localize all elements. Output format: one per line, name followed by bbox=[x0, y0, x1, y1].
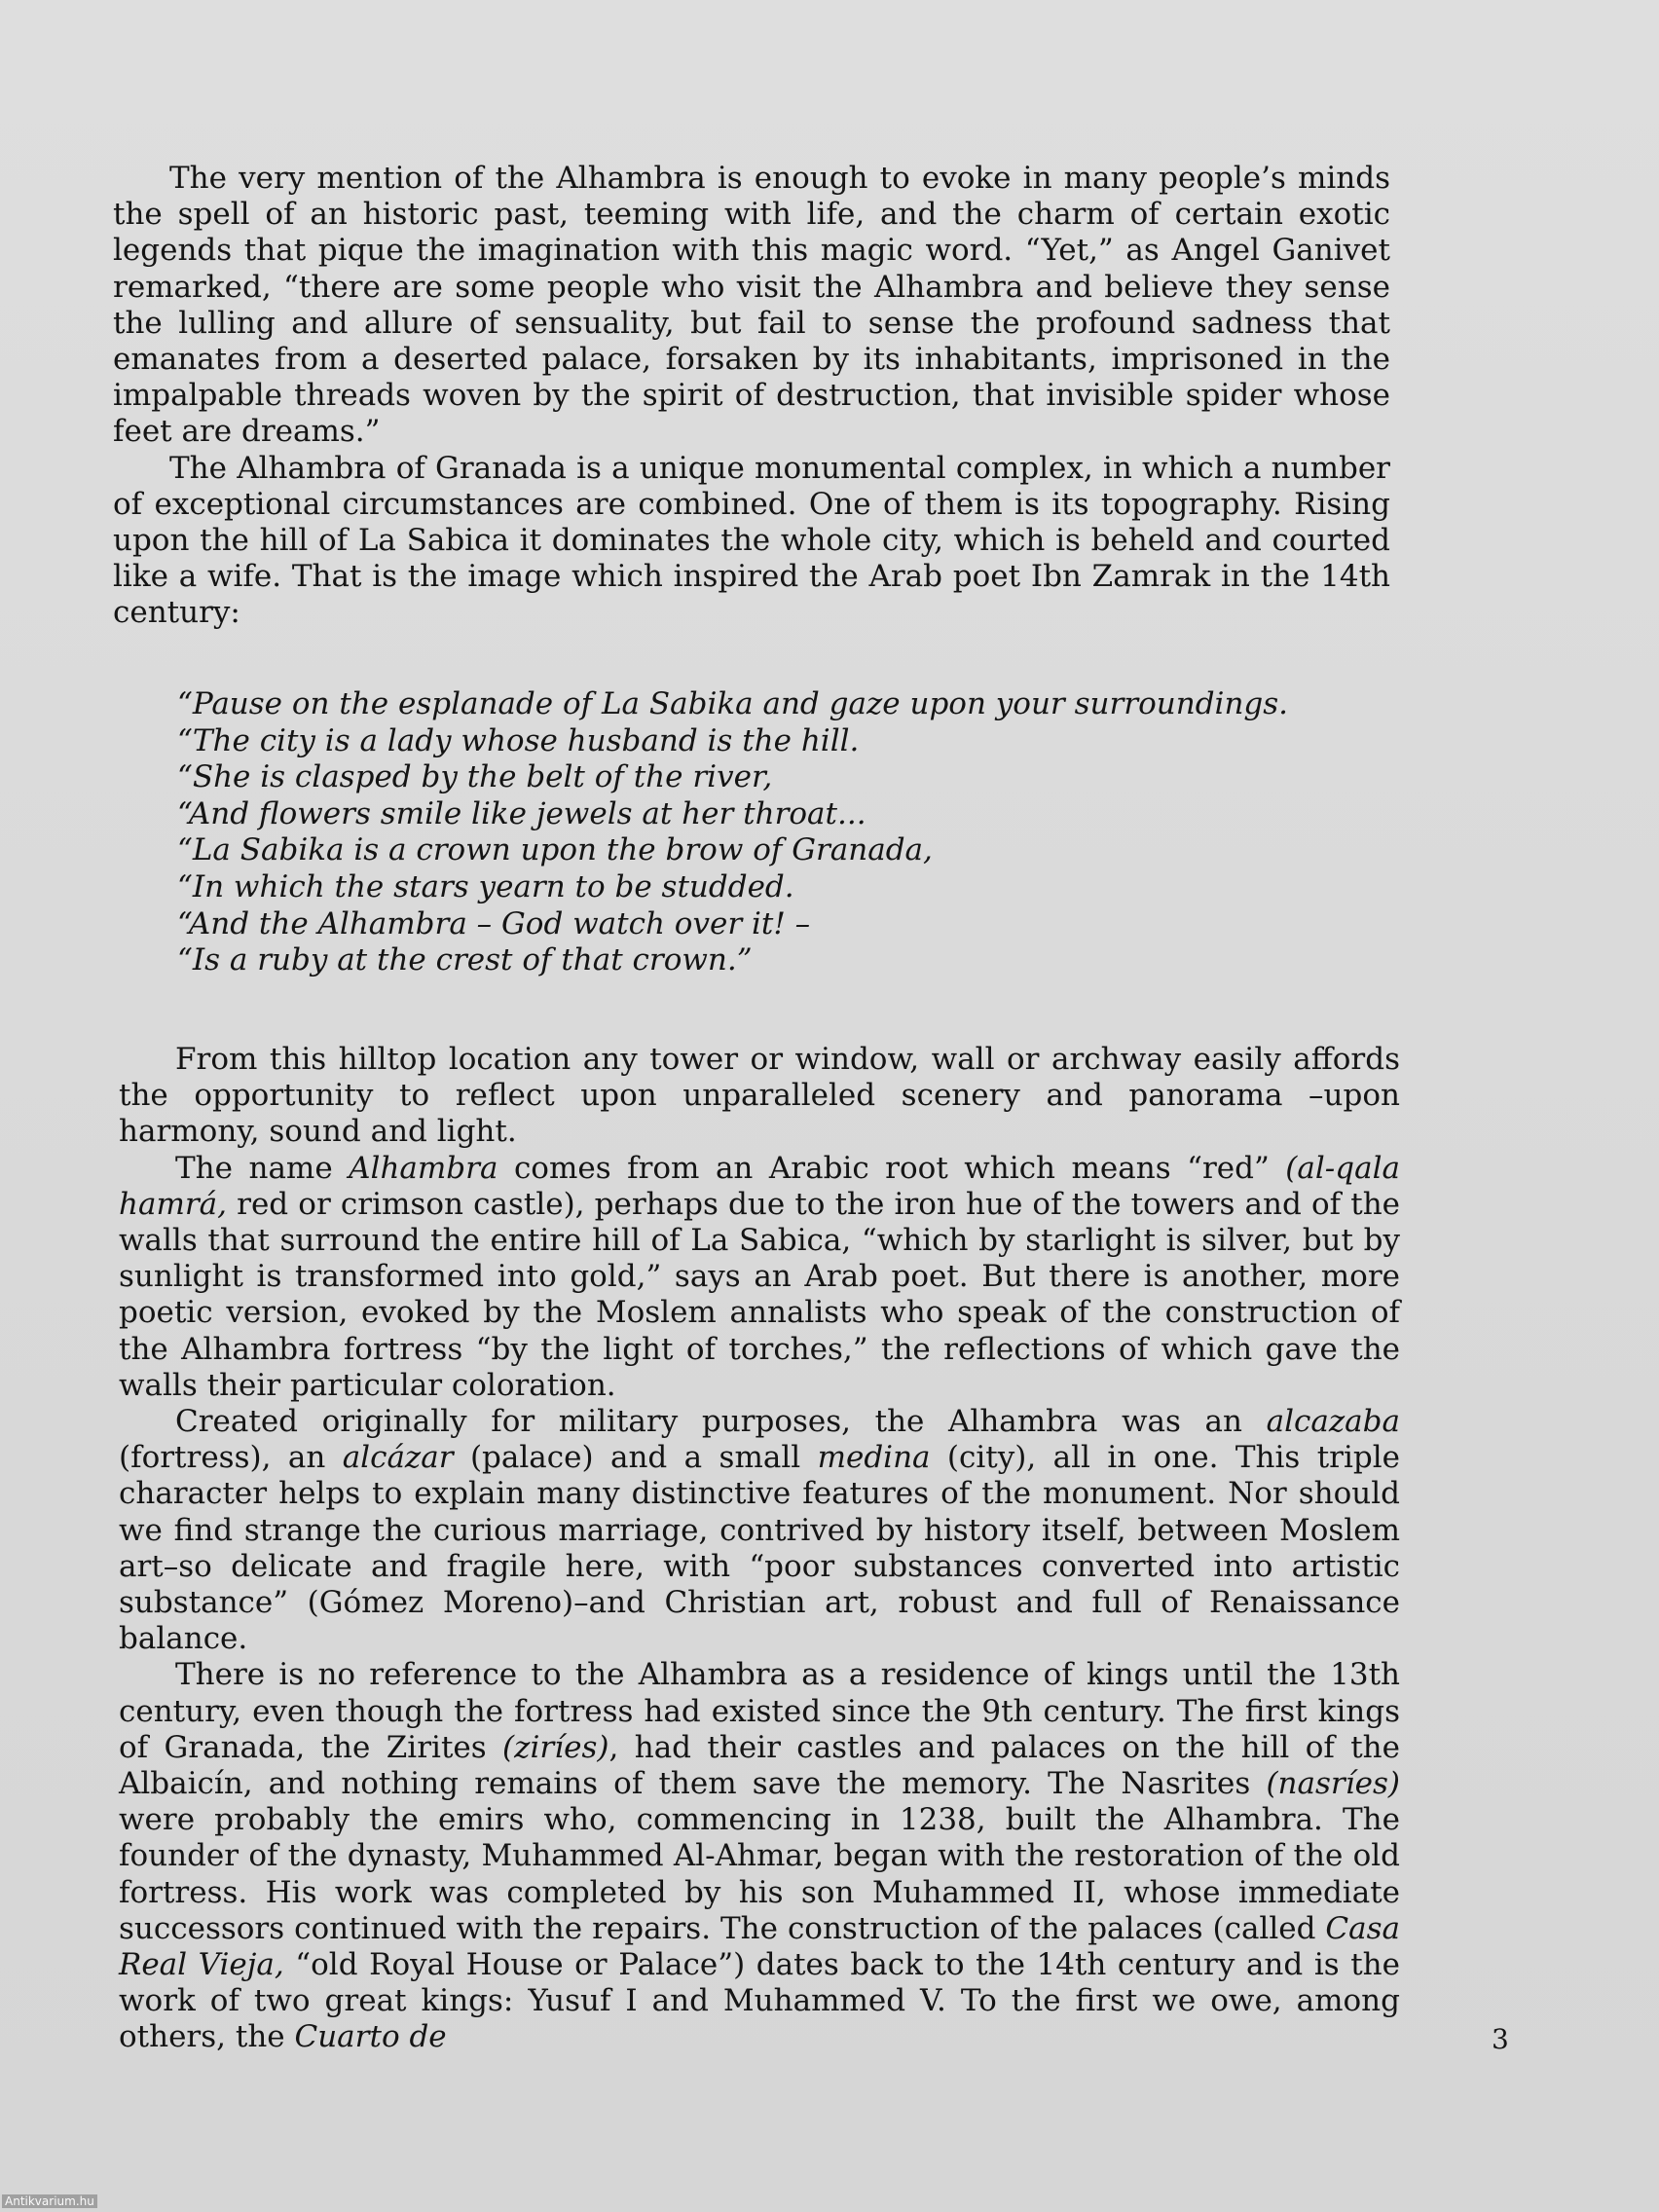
watermark: Antikvarium.hu bbox=[2, 2194, 97, 2208]
poem-line: “In which the stars yearn to be studded. bbox=[177, 868, 794, 904]
poem-line: “Is a ruby at the crest of that crown.” bbox=[177, 942, 753, 978]
poem-line: “The city is a lady whose husband is the hill. bbox=[177, 722, 860, 758]
italic-term: (al-qala hamrá, bbox=[119, 1150, 1400, 1222]
paragraph-military-purposes: Created originally for military purposes, the Alhambra was an alcazaba (fortress), an alcázar (palace) and a small medina (city), all in one. This triple character helps to explain many distinctive features of the monument. Nor should we find strange the curious marriage, contrived by history itself, between Moslem art–so delicate and fragile here, with “poor substances converted into artistic substance” (Gómez Moreno)–and Christian art, robust and full of Renaissance balance. bbox=[119, 1404, 1400, 1657]
poem-line: “And flowers smile like jewels at her throat... bbox=[177, 795, 866, 831]
poem-line: “And the Alhambra – God watch over it! – bbox=[177, 905, 811, 941]
italic-term: Cuarto de bbox=[294, 2019, 447, 2055]
history-text-block bbox=[119, 1042, 1400, 2056]
ibn-zamrak-poem bbox=[177, 686, 1404, 979]
paragraph-intro: The very mention of the Alhambra is enough to evoke in many people’s minds the spell of an historic past, teeming with life, and the charm of certain exotic legends that pique the imagination with this magic word. “Yet,” as Angel Ganivet remarked, “there are some people who visit the Alhambra and believe they sense the lulling and allure of sensuality, but fail to sense the profound sadness that emanates from a deserted palace, forsaken by its inhabitants, imprisoned in the impalpable threads woven by the spirit of destruction, that invisible spider whose feet are dreams.” bbox=[113, 161, 1390, 450]
italic-term: Alhambra bbox=[349, 1150, 498, 1186]
paragraph-topography: The Alhambra of Granada is a unique monumental complex, in which a number of exceptional circumstances are combined. One of them is its topography. Rising upon the hill of La Sabica it dominates the whole city, which is beheld and courted like a wife. That is the image which inspired the Arab poet Ibn Zamrak in the 14th century: bbox=[113, 450, 1390, 631]
intro-text-block bbox=[113, 161, 1390, 632]
italic-term: medina bbox=[817, 1440, 931, 1476]
paragraph-residence-of-kings: There is no reference to the Alhambra as a residence of kings until the 13th century, even though the fortress had existed since the 9th century. The first kings of Granada, the Zirites (ziríes), had their castles and palaces on the hill of the Albaicín, and nothing remains of them save the memory. The Nasrites (nasríes) were probably the emirs who, commencing in 1238, built the Alhambra. The founder of the dynasty, Muhammed Al-Ahmar, began with the restoration of the old fortress. His work was completed by his son Muhammed II, whose immediate successors continued with the repairs. The construction of the palaces (called Casa Real Vieja, “old Royal House or Palace”) dates back to the 14th century and is the work of two great kings: Yusuf I and Muhammed V. To the first we owe, among others, the Cuarto de bbox=[119, 1657, 1400, 2055]
italic-term: alcazaba bbox=[1266, 1404, 1400, 1440]
italic-term: Casa Real Vieja, bbox=[119, 1910, 1400, 1983]
poem-line: “She is clasped by the belt of the river, bbox=[177, 759, 773, 795]
poem-line: “La Sabika is a crown upon the brow of Granada, bbox=[177, 832, 933, 868]
italic-term: alcázar bbox=[342, 1440, 454, 1476]
italic-term: (ziríes) bbox=[502, 1729, 609, 1765]
paragraph-name-origin: The name Alhambra comes from an Arabic root which means “red” (al-qala hamrá, red or crimson castle), perhaps due to the iron hue of the towers and of the walls that surround the entire hill of La Sabica, “which by starlight is silver, but by sunlight is transformed into gold,” says an Arab poet. But there is another, more poetic version, evoked by the Moslem annalists who speak of the construction of the Alhambra fortress “by the light of torches,” the reflections of which gave the walls their particular coloration. bbox=[119, 1150, 1400, 1403]
page-number: 3 bbox=[1492, 2023, 1509, 2055]
paragraph-hilltop: From this hilltop location any tower or window, wall or archway easily affords the opportunity to reflect upon unparalleled scenery and panorama –upon harmony, sound and light. bbox=[119, 1042, 1400, 1150]
poem-line: “Pause on the esplanade of La Sabika and gaze upon your surroundings. bbox=[177, 686, 1289, 721]
italic-term: (nasríes) bbox=[1266, 1766, 1400, 1802]
